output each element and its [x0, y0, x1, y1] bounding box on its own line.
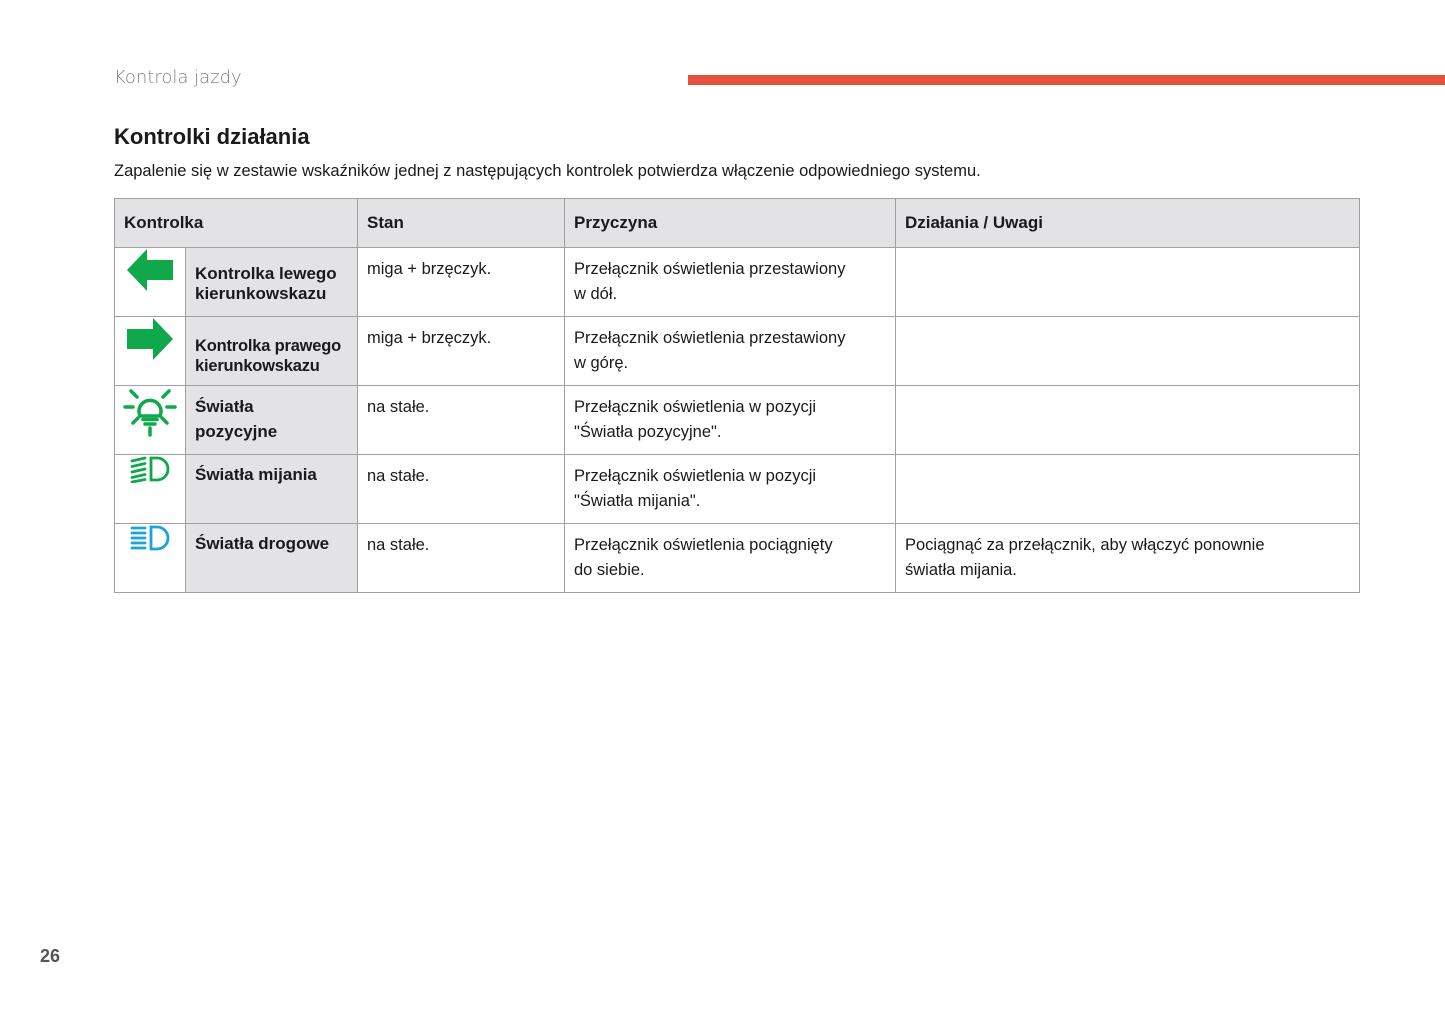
indicator-state: na stałe.: [358, 524, 565, 593]
intro-text: Zapalenie się w zestawie wskaźników jednej z następujących kontrolek potwierdza włączenie odpowiedniego systemu.: [114, 162, 981, 180]
page-title: Kontrolki działania: [114, 124, 310, 149]
left-turn-signal-icon: [126, 248, 174, 292]
column-header-stan: Stan: [358, 199, 565, 248]
indicator-remarks: Pociągnąć za przełącznik, aby włączyć ponownie światła mijania.: [896, 524, 1360, 593]
indicator-cause: Przełącznik oświetlenia przestawiony w górę.: [565, 317, 896, 386]
indicator-state: na stałe.: [358, 386, 565, 455]
table-row: [115, 455, 1360, 524]
header-accent-bar: [688, 75, 1445, 85]
indicator-cause: Przełącznik oświetlenia w pozycji "Światła mijania".: [565, 455, 896, 524]
table-row: [115, 524, 1360, 593]
indicator-state: miga + brzęczyk.: [358, 248, 565, 317]
indicator-name: Kontrolka lewego kierunkowskazu: [186, 248, 358, 317]
indicator-icon-cell: [115, 455, 186, 524]
page-number: 26: [40, 946, 61, 966]
indicator-remarks: [896, 455, 1360, 524]
indicator-icon-cell: [115, 317, 186, 386]
table-row: [115, 248, 1360, 317]
high-beam-icon: [129, 524, 171, 552]
indicator-name: Światła drogowe: [186, 524, 358, 593]
section-label: Kontrola jazdy: [114, 67, 242, 88]
low-beam-icon: [129, 455, 171, 483]
position-lights-icon: [123, 386, 177, 438]
indicator-cause: Przełącznik oświetlenia w pozycji "Światła pozycyjne".: [565, 386, 896, 455]
indicator-icon-cell: [115, 524, 186, 593]
indicator-remarks: [896, 386, 1360, 455]
indicator-remarks: [896, 317, 1360, 386]
indicator-icon-cell: [115, 386, 186, 455]
table-row: [115, 317, 1360, 386]
column-header-uwagi: Działania / Uwagi: [896, 199, 1360, 248]
column-header-przyczyna: Przyczyna: [565, 199, 896, 248]
indicator-name: Światła mijania: [186, 455, 358, 524]
table-row: [115, 386, 1360, 455]
indicator-name: Światła pozycyjne: [186, 386, 358, 455]
indicator-state: miga + brzęczyk.: [358, 317, 565, 386]
table-header-row: [115, 199, 1360, 248]
right-turn-signal-icon: [126, 317, 174, 361]
indicator-name: Kontrolka prawego kierunkowskazu: [186, 317, 358, 386]
indicator-remarks: [896, 248, 1360, 317]
column-header-kontrolka: Kontrolka: [115, 199, 358, 248]
indicator-state: na stałe.: [358, 455, 565, 524]
indicator-table: [114, 198, 1360, 593]
indicator-icon-cell: [115, 248, 186, 317]
indicator-cause: Przełącznik oświetlenia przestawiony w dół.: [565, 248, 896, 317]
indicator-cause: Przełącznik oświetlenia pociągnięty do siebie.: [565, 524, 896, 593]
